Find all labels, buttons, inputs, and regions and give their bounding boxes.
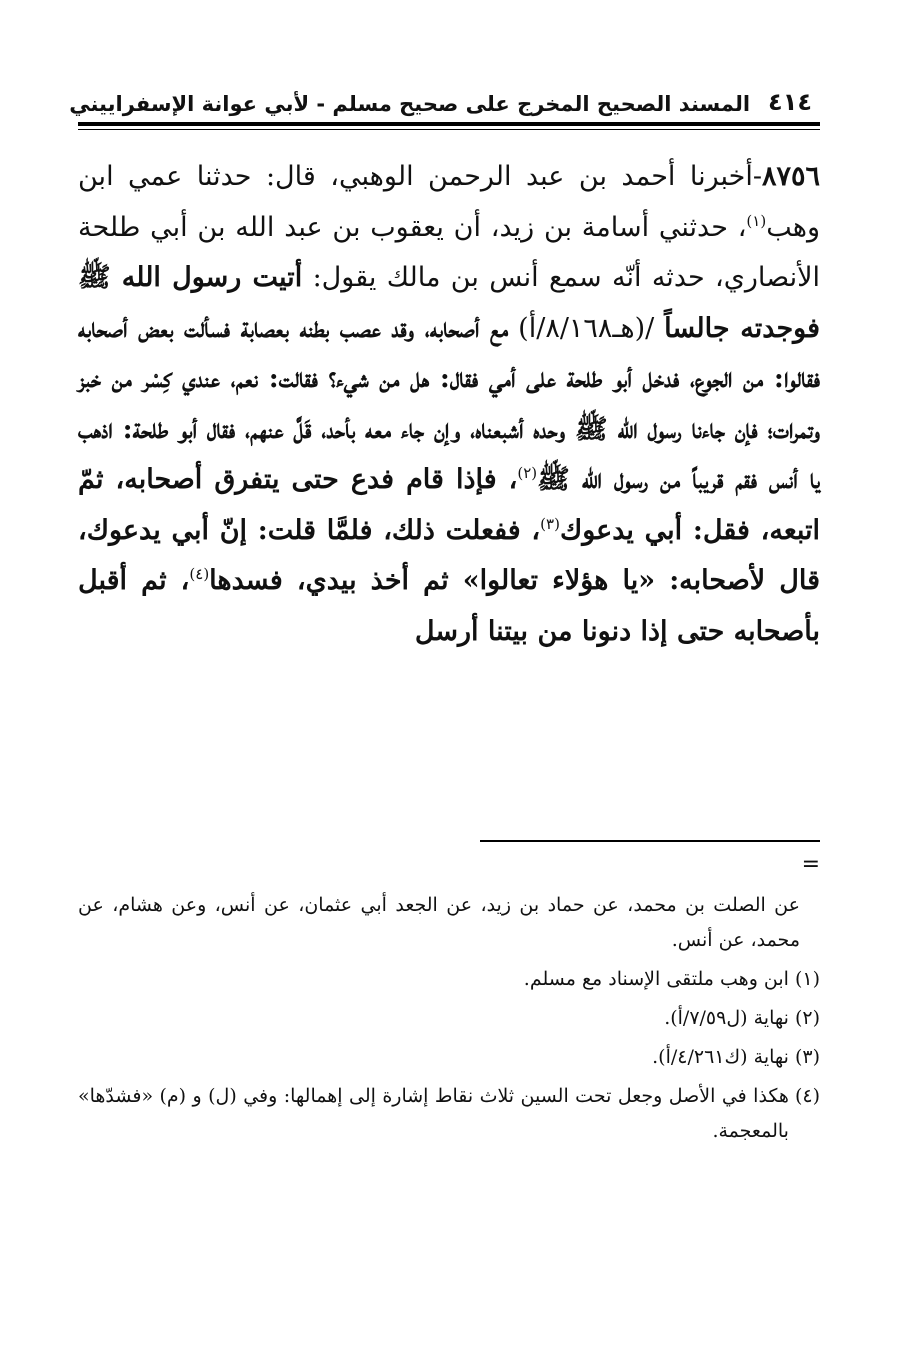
- footnote-ref-2: (٢): [517, 464, 538, 482]
- matn-part-3: ، فإذا قام فدع حتى يتفرق أصحابه، ثمّ اتبعه، فقل: أبي يدعوك: [78, 464, 821, 546]
- footnote-4: [78, 1079, 820, 1149]
- matn-part-4: ، ففعلت ذلك، فلمَّا قلت: إنّ أبي يدعوك، قال لأصحابه: «يا هؤلاء تعالوا» ثم أخذ بيدي، فسدها: [78, 514, 820, 596]
- footnote-ref-3: (٣): [540, 514, 560, 533]
- header-title: المسند الصحيح المخرج على صحيح مسلم - لأبي عوانة الإسفراييني: [69, 92, 751, 116]
- continuation-mark: =: [801, 852, 820, 877]
- footnote-3: [78, 1040, 820, 1075]
- page-number: ٤١٤: [768, 88, 812, 116]
- matn-part-1: أتيت رسول الله ﷺ فوجدته جالساً: [78, 262, 820, 344]
- footnote-text: هكذا في الأصل وجعل تحت السين ثلاث نقاط إشارة إلى إهمالها: وفي (ل) و (م) «فشدّها» بالمعجمة.: [78, 1085, 789, 1142]
- manuscript-ref: /(هـ٨/١٦٨/أ): [508, 312, 665, 344]
- footnote-label: (١): [794, 968, 820, 990]
- footnote-ref-1: (١): [746, 211, 767, 230]
- footnote-label: (٤): [794, 1085, 820, 1107]
- footnote-continuation: عن الصلت بن محمد، عن حماد بن زيد، عن الجعد أبي عثمان، عن أنس، وعن هشام، عن محمد، عن أنس.: [78, 894, 800, 951]
- footnote-2: [78, 1001, 820, 1036]
- footnote-label: (٣): [794, 1046, 820, 1068]
- running-header: [69, 70, 820, 116]
- hadith-intro: -أخبرنا أحمد بن عبد الرحمن الوهبي، قال: حدثنا عمي ابن وهب: [78, 161, 820, 243]
- matn-part-5: ، ثم أقبل بأصحابه حتى إذا دنونا من بيتنا أرسل: [78, 565, 820, 647]
- hadith-chain: ، حدثني أسامة بن زيد، أن يعقوب بن عبد الله بن أبي طلحة الأنصاري، حدثه أنّه سمع أنس بن مالك يقول:: [78, 211, 820, 293]
- footnote-ref-4: (٤): [189, 565, 210, 583]
- footnote-separator: [480, 840, 820, 842]
- header-rule-thick: [78, 122, 820, 126]
- footnote-text: ابن وهب ملتقى الإسناد مع مسلم.: [523, 968, 789, 990]
- hadith-text: [78, 152, 820, 657]
- footnotes: [78, 888, 820, 1149]
- footnote-1: [78, 962, 820, 997]
- header-rule-thin: [78, 129, 820, 130]
- hadith-number: ٨٧٥٦: [761, 161, 820, 192]
- matn-part-2: مع أصحابه، وقد عصب بطنه بعصابة فسألت بعض أصحابه فقالوا: من الجوع، فدخل أبو طلحة على أمي فقال: هل من شيء؟ فقالت: نعم، عندي كِسْر من خبز وتمرات؛ فإن جاءنا رسول الله ﷺ وحده أشبعناه، وإن جاء معه بأحد، قَلَّ عنهم، فقال أبو طلحة: اذهب يا أنس فقم قريباً من رسول الله ﷺ: [78, 312, 820, 495]
- footnote-text: نهاية (ل٧/٥٩/أ).: [664, 1007, 789, 1029]
- book-page: [69, 70, 821, 1330]
- footnote-text: نهاية (ك٤/٢٦١/أ).: [652, 1046, 789, 1068]
- footnote-label: (٢): [794, 1007, 820, 1029]
